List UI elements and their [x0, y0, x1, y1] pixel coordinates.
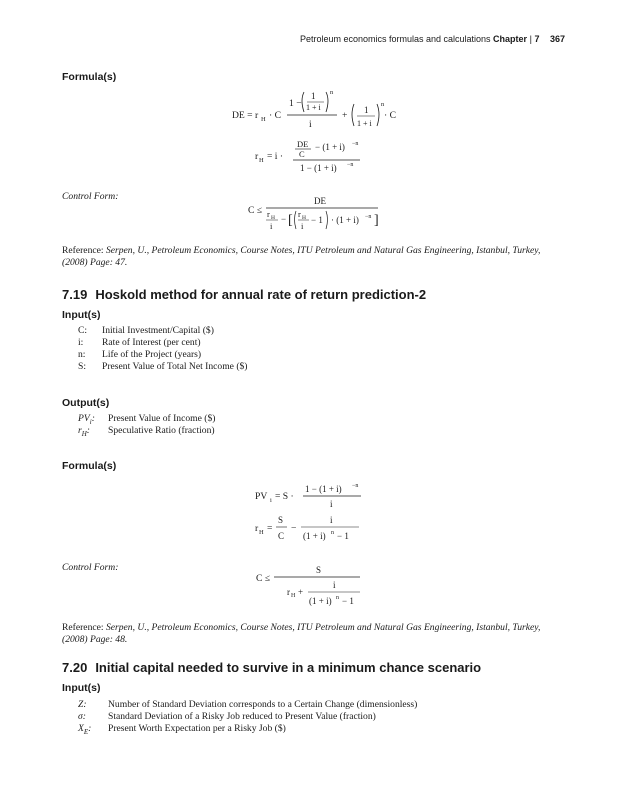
input-list-7-19	[78, 325, 248, 373]
outputs-heading-7-19: Output(s)	[62, 397, 110, 409]
input-description: Rate of Interest (per cent)	[102, 337, 201, 348]
output-symbol: $r_H$:	[78, 425, 90, 438]
running-header	[300, 34, 565, 44]
svg-text:1 + i: 1 + i	[306, 103, 321, 112]
control-form-label-1: Control Form:	[62, 191, 119, 202]
svg-text:1 − (1 + i): 1 − (1 + i)	[305, 484, 342, 494]
header-page-number: 367	[549, 34, 565, 44]
control-form-label-2: Control Form:	[62, 562, 119, 573]
equation-control-1	[248, 192, 388, 235]
svg-text:(1 + i): (1 + i)	[309, 596, 332, 606]
svg-text:· C: · C	[384, 110, 396, 121]
input-symbol: C:	[78, 325, 88, 336]
input-symbol: σ:	[78, 711, 86, 722]
svg-text:=: =	[267, 523, 273, 534]
svg-text:(1 + i): (1 + i)	[303, 531, 326, 541]
svg-text:− 1: − 1	[337, 531, 349, 541]
svg-text:S: S	[316, 565, 322, 575]
formulas-heading-top: Formula(s)	[62, 71, 117, 83]
input-symbol: i:	[78, 337, 84, 348]
svg-text:n: n	[331, 530, 334, 536]
input-row	[78, 711, 417, 723]
reference-48	[62, 622, 567, 646]
svg-text:1: 1	[311, 91, 316, 101]
header-chapter-number: 7	[534, 34, 540, 44]
svg-text:i: i	[330, 499, 333, 509]
inputs-heading-7-20: Input(s)	[62, 682, 101, 694]
svg-text:i: i	[333, 580, 336, 590]
svg-text:r: r	[255, 523, 259, 534]
svg-text:· C: · C	[269, 110, 281, 121]
header-chapter: Chapter	[493, 34, 528, 44]
svg-text:DE: DE	[297, 139, 309, 149]
svg-text:− 1: − 1	[342, 596, 354, 606]
input-row	[78, 699, 417, 711]
svg-text:H: H	[259, 157, 264, 164]
svg-text:i: i	[270, 497, 272, 504]
svg-text:i: i	[309, 119, 312, 130]
svg-text:1 − (1 + i): 1 − (1 + i)	[300, 163, 337, 173]
header-title: Petroleum economics formulas and calculations	[299, 34, 491, 44]
svg-text:· (1 + i): · (1 + i)	[331, 215, 359, 225]
svg-text:−: −	[291, 523, 297, 534]
output-list-7-19	[78, 413, 215, 437]
input-symbol: S:	[78, 361, 87, 372]
svg-text:+: +	[298, 587, 304, 597]
input-row	[78, 337, 248, 349]
svg-text:S: S	[278, 515, 284, 525]
output-row	[78, 413, 215, 425]
svg-text:1 + i: 1 + i	[357, 119, 372, 128]
svg-text:−: −	[281, 214, 287, 224]
svg-text:H: H	[302, 215, 306, 221]
section-heading-7-19	[62, 287, 426, 302]
header-separator: |	[529, 34, 532, 44]
svg-text:C ≤: C ≤	[248, 205, 263, 216]
svg-text:r: r	[267, 209, 270, 219]
input-description: Standard Deviation of a Risky Job reduced to Present Value (fraction)	[108, 711, 376, 722]
output-row	[78, 425, 215, 437]
svg-text:H: H	[261, 116, 266, 123]
input-description: Present Value of Total Net Income ($)	[102, 361, 248, 372]
input-symbol: $X_E$:	[78, 723, 92, 736]
svg-text:DE: DE	[314, 196, 326, 206]
svg-text:i: i	[330, 515, 333, 525]
svg-text:C: C	[278, 531, 285, 541]
input-description: Life of the Project (years)	[102, 349, 202, 360]
input-description: Number of Standard Deviation corresponds to a Certain Change (dimensionless)	[108, 699, 418, 710]
svg-text:+: +	[342, 110, 348, 121]
svg-text:]: ]	[374, 213, 379, 228]
svg-text:= i ·: = i ·	[267, 151, 284, 162]
reference-citation: Serpen, U., Petroleum Economics, Course Notes, ITU Petroleum and Natural Gas Engineering, Istanbul, Turkey, (2008) Page: 48.	[62, 622, 541, 645]
svg-text:n: n	[330, 89, 334, 96]
equation-pvi	[255, 482, 365, 517]
svg-text:C ≤: C ≤	[256, 573, 271, 584]
svg-text:i: i	[270, 221, 273, 231]
svg-text:C: C	[299, 149, 305, 159]
section-number: 7.20	[62, 660, 88, 675]
input-description: Initial Investment/Capital ($)	[102, 325, 214, 336]
input-description: Present Worth Expectation per a Risky Job ($)	[108, 723, 286, 734]
svg-text:−n: −n	[365, 214, 372, 220]
reference-prefix: Reference:	[62, 245, 106, 256]
output-description: Present Value of Income ($)	[108, 413, 216, 424]
output-description: Speculative Ratio (fraction)	[108, 425, 215, 436]
svg-text:r: r	[255, 151, 259, 162]
section-heading-7-20	[62, 660, 481, 675]
section-number: 7.19	[62, 287, 88, 302]
svg-text:1 −: 1 −	[289, 98, 302, 109]
input-symbol: n:	[78, 349, 86, 360]
svg-text:i: i	[301, 221, 304, 231]
equation-control-2	[256, 563, 366, 614]
svg-text:PV: PV	[255, 491, 268, 502]
svg-text:− 1: − 1	[311, 215, 323, 225]
svg-text:DE = r: DE = r	[232, 110, 259, 121]
section-title: Hoskold method for annual rate of return prediction-2	[95, 287, 427, 302]
input-symbol: Z:	[78, 699, 87, 710]
inputs-heading-7-19: Input(s)	[62, 309, 101, 321]
svg-text:H: H	[271, 215, 275, 221]
section-title: Initial capital needed to survive in a minimum chance scenario	[95, 660, 482, 675]
svg-text:r: r	[298, 209, 301, 219]
reference-47	[62, 245, 567, 269]
svg-text:− (1 + i): − (1 + i)	[315, 142, 345, 152]
input-row	[78, 325, 248, 337]
svg-text:−n: −n	[347, 162, 354, 168]
svg-text:H: H	[259, 529, 264, 536]
svg-text:1: 1	[364, 105, 369, 115]
input-list-7-20	[78, 699, 417, 735]
formulas-heading-7-19: Formula(s)	[62, 460, 117, 472]
svg-text:= S ·: = S ·	[275, 491, 294, 502]
svg-text:−n: −n	[352, 483, 359, 489]
input-row	[78, 723, 417, 735]
svg-text:n: n	[381, 101, 385, 108]
equation-rh-2	[255, 513, 365, 548]
svg-text:r: r	[287, 587, 290, 597]
input-row	[78, 349, 248, 361]
svg-text:n: n	[336, 595, 339, 601]
reference-citation: Serpen, U., Petroleum Economics, Course Notes, ITU Petroleum and Natural Gas Engineering, Istanbul, Turkey, (2008) Page: 47.	[62, 245, 541, 268]
equation-de	[232, 84, 402, 137]
reference-prefix: Reference:	[62, 622, 106, 633]
output-symbol: $PV_i$:	[78, 413, 95, 426]
svg-text:H: H	[291, 593, 296, 599]
svg-text:[: [	[288, 213, 293, 228]
svg-text:−n: −n	[352, 141, 359, 147]
input-row	[78, 361, 248, 373]
equation-rh-1	[255, 136, 365, 179]
